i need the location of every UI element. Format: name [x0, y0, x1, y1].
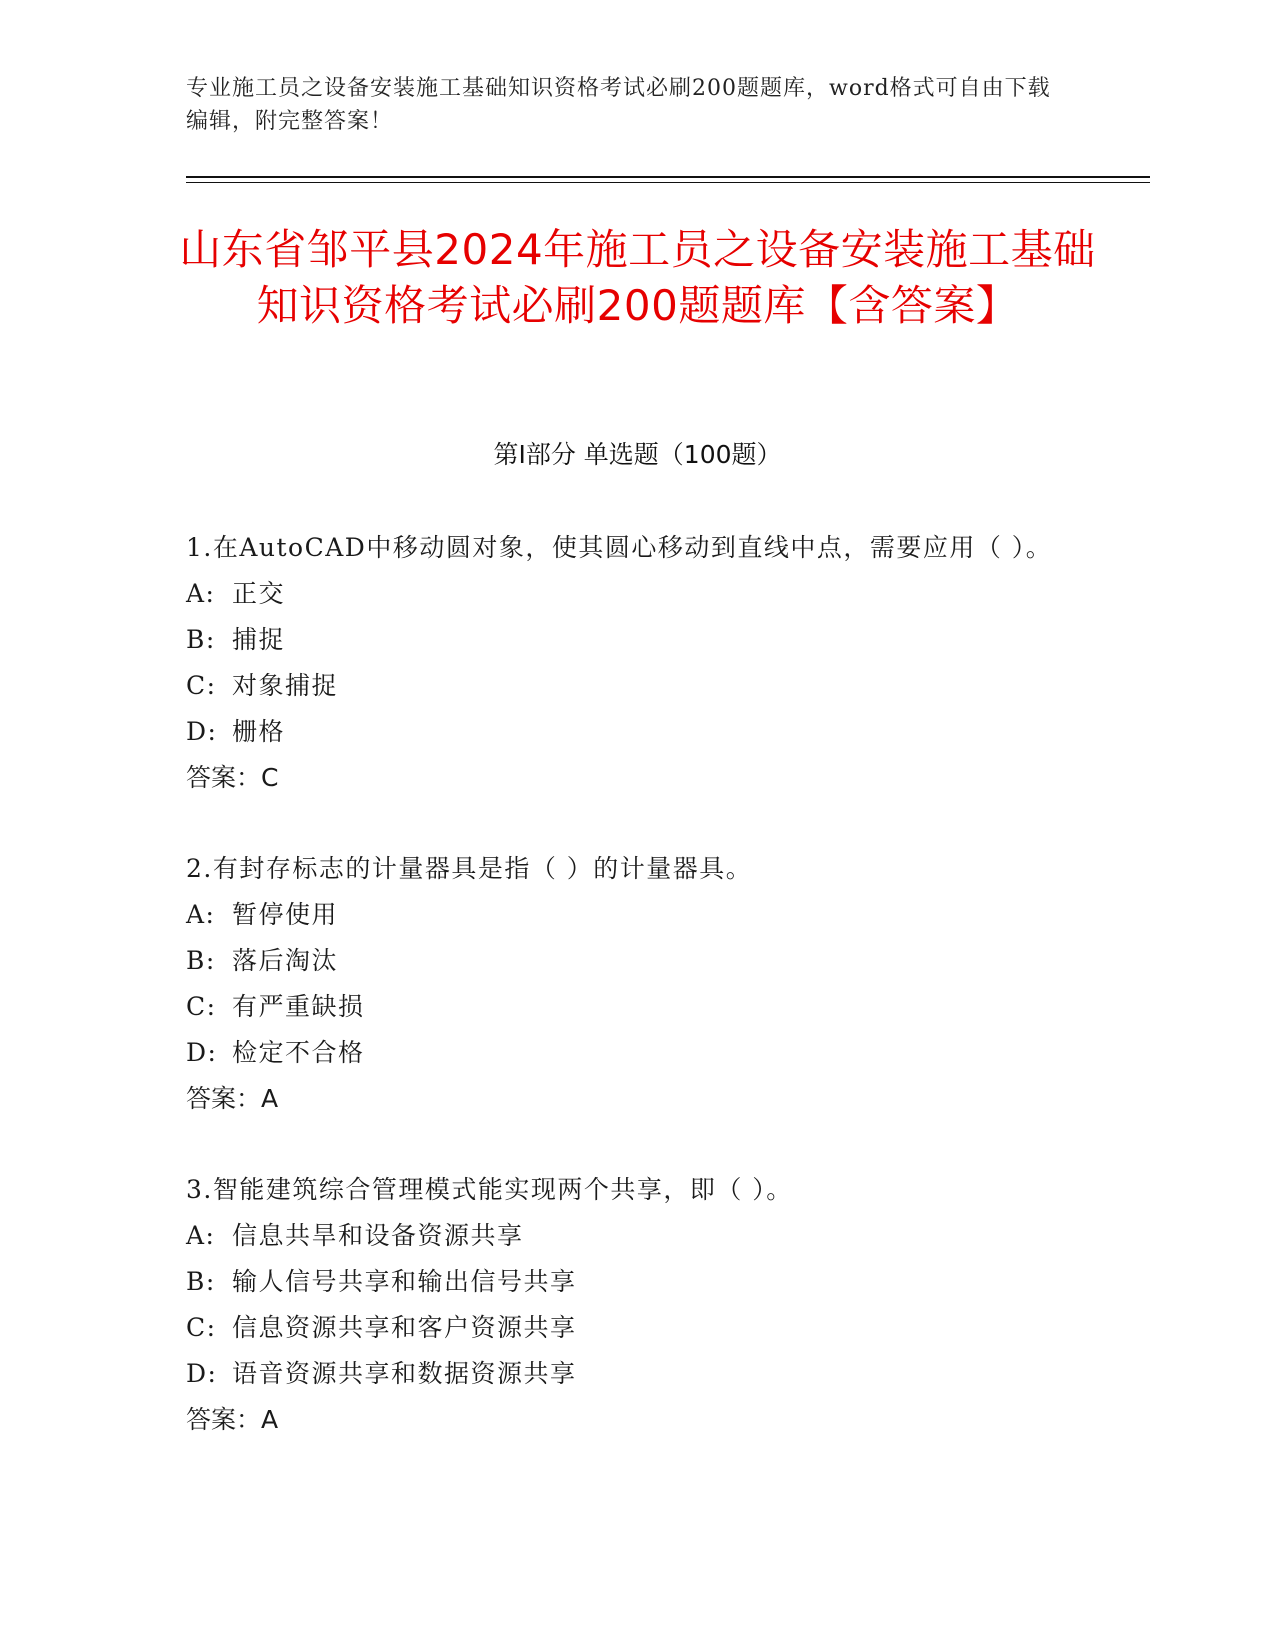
- document-title: 山东省邹平县2024年施工员之设备安装施工基础知识资格考试必刷200题题库【含答案】: [179, 225, 1096, 330]
- option-letter: B:: [186, 946, 216, 975]
- option-c: [186, 663, 1066, 709]
- option-letter: B:: [186, 1267, 216, 1296]
- option-text: 暂停使用: [232, 900, 339, 929]
- option-text: 正交: [232, 579, 286, 608]
- section-title: 第I部分 单选题（100题）: [493, 440, 782, 469]
- header-divider-thin: [186, 182, 1150, 183]
- option-letter: C:: [186, 992, 217, 1021]
- question-text: 2.有封存标志的计量器具是指（ ）的计量器具。: [186, 854, 753, 883]
- option-a: [186, 571, 1066, 617]
- option-text: 落后淘汰: [232, 946, 339, 975]
- answer: 答案：A: [186, 1405, 279, 1434]
- option-c: [186, 984, 1066, 1030]
- header-divider-thick: [186, 176, 1150, 178]
- option-letter: A:: [186, 900, 216, 929]
- answer: 答案：C: [186, 763, 279, 792]
- option-text: 信息资源共享和客户资源共享: [232, 1313, 577, 1342]
- option-a: [186, 1213, 1066, 1259]
- question-3: [186, 1167, 1066, 1443]
- option-a: [186, 892, 1066, 938]
- option-letter: B:: [186, 625, 216, 654]
- option-b: [186, 938, 1066, 984]
- option-text: 语音资源共享和数据资源共享: [232, 1359, 577, 1388]
- option-text: 对象捕捉: [232, 671, 339, 700]
- question-text: 1.在AutoCAD中移动圆对象，使其圆心移动到直线中点，需要应用（ ）。: [186, 533, 1053, 562]
- question-2: [186, 846, 1066, 1122]
- option-text: 捕捉: [232, 625, 286, 654]
- option-text: 栅格: [232, 717, 286, 746]
- option-letter: D:: [186, 1359, 218, 1388]
- option-letter: A:: [186, 579, 216, 608]
- option-text: 有严重缺损: [232, 992, 365, 1021]
- option-letter: C:: [186, 1313, 217, 1342]
- option-d: [186, 1351, 1066, 1397]
- option-c: [186, 1305, 1066, 1351]
- answer: 答案：A: [186, 1084, 279, 1113]
- option-letter: A:: [186, 1221, 216, 1250]
- question-text: 3.智能建筑综合管理模式能实现两个共享，即（ ）。: [186, 1175, 793, 1204]
- option-d: [186, 1030, 1066, 1076]
- option-letter: D:: [186, 717, 218, 746]
- question-1: [186, 525, 1066, 801]
- option-d: [186, 709, 1066, 755]
- option-text: 输人信号共享和输出信号共享: [232, 1267, 577, 1296]
- option-b: [186, 1259, 1066, 1305]
- option-letter: D:: [186, 1038, 218, 1067]
- option-letter: C:: [186, 671, 217, 700]
- question-list: [186, 525, 1066, 1488]
- option-b: [186, 617, 1066, 663]
- option-text: 检定不合格: [232, 1038, 365, 1067]
- option-text: 信息共旱和设备资源共享: [232, 1221, 524, 1250]
- header-note: 专业施工员之设备安装施工基础知识资格考试必刷200题题库，word格式可自由下载编辑，附完整答案！: [186, 76, 1051, 134]
